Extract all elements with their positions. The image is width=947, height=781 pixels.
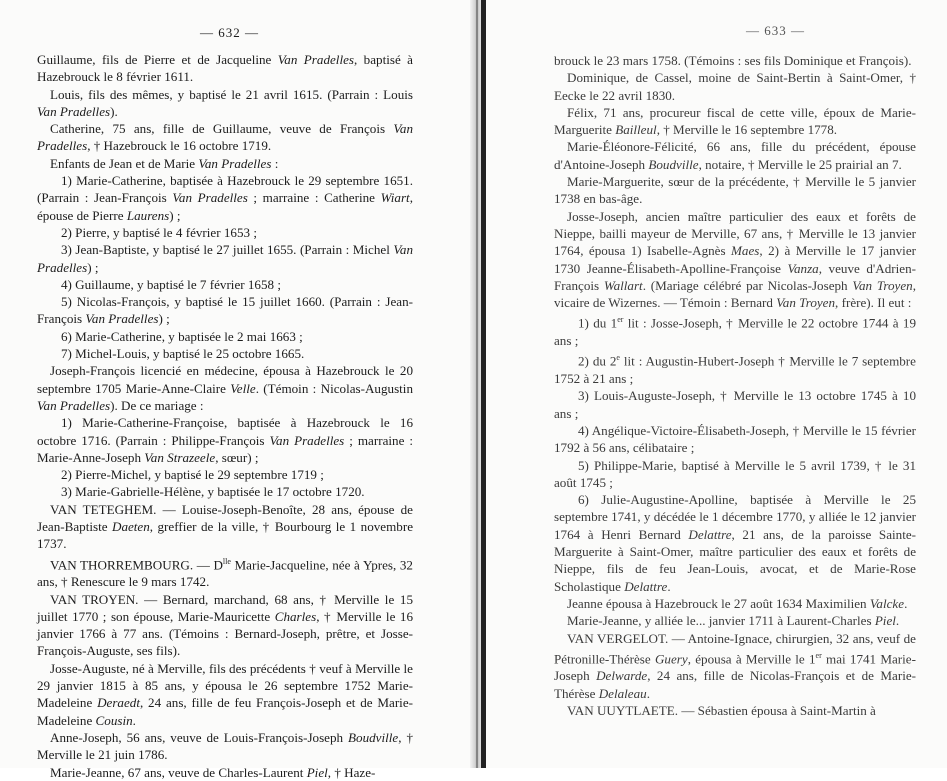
paragraph [37, 483, 413, 500]
text-segment: , épouse de Pierre [37, 190, 413, 223]
paragraph [37, 591, 413, 660]
paragraph [37, 224, 413, 241]
text-segment: . [132, 712, 136, 728]
paragraph [554, 69, 916, 104]
text-segment: Anne-Joseph, 56 ans, veuve de Louis-François-Joseph [50, 729, 349, 745]
surname-italic: Wallart [603, 277, 643, 293]
text-segment: 3) Jean-Baptiste, y baptisé le 27 juillet 1655. (Parrain : Michel [61, 242, 394, 258]
paragraph [37, 293, 413, 328]
text-segment: Guillaume, fils de Pierre et de Jacqueline [37, 52, 278, 67]
text-segment: Félix, 71 ans, procureur fiscal de cette ville, époux de Marie-Marguerite [554, 104, 916, 138]
text-segment: Marie-Marguerite, sœur de la précédente, † Merville le 5 janvier 1738 en bas-âge. [554, 174, 916, 207]
surname-italic: Piel [306, 764, 328, 780]
text-segment: Louis, fils des mêmes, y baptisé le 21 avril 1615. (Parrain : Louis [50, 86, 413, 102]
text-segment: 3) Marie-Gabrielle-Hélène, y baptisée le 17 octobre 1720. [61, 484, 365, 500]
surname-italic: Van Troyen [852, 277, 913, 293]
surname-italic: Guery [654, 651, 688, 667]
text-segment: VAN TROYEN. — Bernard, marchand, 68 ans, † Merville le 15 juillet 1770 ; son épouse, Marie-Mauricette [37, 591, 413, 624]
surname-italic: Van Pradelles [198, 155, 272, 171]
text-segment: , † Merville le 21 juin 1786. [37, 729, 413, 763]
surname-italic: Van Pradelles [85, 311, 159, 327]
surname-italic: Van Strazeele [144, 449, 216, 465]
surname-italic: Vanza [787, 260, 819, 276]
text-segment: ). [110, 103, 118, 119]
surname-italic: Laurens [126, 207, 170, 223]
paragraph [37, 553, 413, 591]
text-segment: Dominique, de Cassel, moine de Saint-Bertin à Saint-Omer, † Eecke le 22 avril 1830. [554, 70, 916, 103]
text-segment: VAN UUYTLAETE. — Sébastien épousa à Saint-Martin à [567, 703, 876, 719]
text-segment: 2) Pierre-Michel, y baptisé le 29 septembre 1719 ; [61, 467, 324, 483]
paragraph [554, 208, 916, 312]
text-segment: 4) Guillaume, y baptisé le 7 février 1658 ; [61, 276, 281, 292]
text-segment: Josse-Joseph, ancien maître particulier des eaux et forêts de Nieppe, bailli mayeur de Merville, 67 ans, † Merville le 13 janvier 1764, épousa 1) Isabelle-Agnès [554, 208, 916, 259]
surname-italic: Velle [230, 380, 256, 396]
text-segment: 1) Marie-Catherine-Françoise, baptisée à Hazebrouck le 16 octobre 1716. (Parrain : Philippe-François [37, 415, 413, 448]
text-segment: . [646, 685, 650, 701]
text-segment: lit : Augustin-Hubert-Joseph † Merville le 7 septembre 1752 à 21 ans ; [554, 353, 916, 387]
text-segment: Enfants de Jean et de Marie [50, 155, 199, 171]
paragraph [37, 414, 413, 466]
paragraph [37, 155, 413, 172]
text-segment: Catherine, 75 ans, fille de Guillaume, veuve de François [50, 121, 394, 137]
text-segment: , vicaire de Wizernes. — Témoin : Bernard [554, 277, 916, 311]
text-segment: 2) du 2 [578, 353, 617, 369]
text-segment: , 2) à Merville le 17 janvier 1730 Jeanne-Élisabeth-Apolline-Françoise [554, 243, 916, 276]
surname-italic: Van Pradelles [37, 242, 413, 275]
text-segment: VAN TETEGHEM. — Louise-Joseph-Benoîte, 28 ans, épouse de Jean-Baptiste [37, 501, 413, 535]
right-page-text [554, 52, 916, 719]
paragraph [37, 729, 413, 764]
text-segment: . [895, 613, 900, 629]
paragraph [37, 764, 413, 781]
paragraph [37, 51, 413, 86]
text-segment: 3) Louis-Auguste-Joseph, † Merville le 13 octobre 1745 à 10 ans ; [554, 388, 916, 421]
text-segment: , 24 ans, fille de feu François-Joseph et de Marie-Madeleine [37, 695, 413, 728]
text-segment: brouck le 23 mars 1758. (Témoins : ses fils Dominique et François). [554, 53, 912, 68]
paragraph [37, 501, 413, 553]
text-segment: , baptisé à Hazebrouck le 8 février 1611. [37, 52, 413, 85]
text-segment: . [667, 578, 671, 594]
text-segment: er [815, 650, 822, 660]
text-segment: Marie-Éléonore-Félicité, 66 ans, fille du précédent, épouse d'Antoine-Joseph [554, 139, 916, 172]
paragraph [554, 595, 916, 612]
text-segment: , 24 ans, fille de Nicolas-François et de Marie-Thérèse [554, 668, 917, 701]
text-segment: er [617, 315, 624, 325]
paragraph [554, 173, 916, 208]
surname-italic: Boudville [648, 156, 699, 172]
text-segment: , notaire, † Merville le 25 prairial an 7. [698, 156, 902, 172]
paragraph [37, 172, 413, 224]
surname-italic: Charles [274, 608, 317, 624]
paragraph [37, 120, 413, 155]
paragraph [554, 612, 916, 629]
text-segment: , 21 ans, de la paroisse Sainte-Marguerite à Saint-Omer, maître particulier des eaux et forêts de Nieppe, fils de feu Jean-Louis, avocat, et de Marie-Rose Scholastique [554, 526, 917, 594]
text-segment: Marie-Jeanne, 67 ans, veuve de Charles-Laurent [50, 764, 307, 780]
surname-italic: Piel [874, 613, 896, 629]
paragraph [554, 349, 916, 387]
paragraph [554, 104, 916, 139]
paragraph [37, 466, 413, 483]
left-page [0, 0, 470, 780]
paragraph [554, 491, 916, 595]
surname-italic: Van Troyen [776, 295, 836, 311]
paragraph [37, 345, 413, 362]
text-segment: , sœur) ; [215, 449, 259, 465]
text-segment: 2) Pierre, y baptisé le 4 février 1653 ; [61, 224, 257, 240]
text-segment: ). De ce mariage : [110, 397, 204, 413]
right-page-number: — 633 — [746, 23, 805, 38]
paragraph [554, 422, 916, 457]
text-segment: Joseph-François licencié en médecine, épousa à Hazebrouck le 20 septembre 1705 Marie-Anne-Claire [37, 363, 413, 396]
paragraph [554, 457, 916, 492]
text-segment: lit : Josse-Joseph, † Merville le 22 octobre 1744 à 19 ans ; [554, 315, 916, 349]
surname-italic: Valcke [869, 595, 905, 611]
surname-italic: Cousin [95, 712, 133, 728]
text-segment: 7) Michel-Louis, y baptisé le 25 octobre 1665. [61, 346, 305, 362]
surname-italic: Van Pradelles [172, 190, 248, 206]
text-segment: Josse-Auguste, né à Merville, fils des précédents † veuf à Merville le 29 janvier 1815 à 85 ans, y épousa le 26 septembre 1752 Marie-Madeleine [37, 660, 413, 711]
text-segment: lle [222, 556, 231, 566]
text-segment: 6) Marie-Catherine, y baptisée le 2 mai 1663 ; [61, 328, 303, 344]
text-segment: e [616, 353, 620, 363]
surname-italic: Maes [731, 243, 760, 259]
text-segment: , † Merville le 16 janvier 1766 à 77 ans. (Témoins : Bernard-Joseph, prêtre, et Josse-François-Auguste, ses fils). [37, 608, 414, 659]
text-segment: 6) Julie-Augustine-Apolline, baptisée à Merville le 25 septembre 1741, y décédée le 1 décembre 1770, y alliée le 12 janvier 1764 à Henri Bernard [554, 492, 916, 542]
surname-italic: Van Pradelles [37, 121, 413, 154]
text-segment: Jeanne épousa à Hazebrouck le 27 août 1634 Maximilien [567, 595, 870, 611]
surname-italic: Deraedt [97, 695, 140, 711]
surname-italic: Delwarde [596, 668, 648, 684]
left-page-number: — 632 — [200, 25, 259, 40]
paragraph [37, 660, 413, 729]
text-segment: , veuve d'Adrien-François [554, 260, 916, 293]
paragraph [37, 328, 413, 345]
left-page-text [37, 51, 413, 781]
text-segment: 5) Philippe-Marie, baptisé à Merville le 5 avril 1739, † le 31 août 1745 ; [554, 457, 916, 490]
text-segment: . (Témoin : Nicolas-Augustin [255, 380, 413, 396]
paragraph [37, 86, 413, 121]
text-segment: , épousa à Merville le 1 [687, 651, 816, 667]
paragraph [554, 138, 916, 173]
surname-italic: Delattre [624, 578, 668, 594]
text-segment: , † Merville le 16 septembre 1778. [656, 122, 838, 138]
text-segment: VAN THORREMBOURG. — D [50, 556, 223, 572]
surname-italic: Daeten [111, 519, 150, 535]
text-segment: , frère). Il eut : [835, 295, 912, 311]
text-segment: ) ; [87, 259, 99, 275]
text-segment: . (Mariage célébré par Nicolas-Joseph [642, 277, 853, 293]
paragraph [37, 241, 413, 276]
paragraph [554, 630, 916, 703]
text-segment: ; marraine : Marie-Anne-Joseph [37, 432, 413, 465]
text-segment: mai 1741 Marie-Joseph [554, 651, 916, 684]
text-segment: , † Hazebrouck le 16 octobre 1719. [87, 138, 272, 154]
text-segment: 1) du 1 [578, 315, 618, 331]
paragraph [37, 276, 413, 293]
text-segment: VAN VERGELOT. — Antoine-Ignace, chirurgien, 32 ans, veuf de Pétronille-Thérèse [554, 630, 916, 667]
paragraph [554, 311, 916, 349]
text-segment: Marie-Jacqueline, née à Ypres, 32 ans, † Renescure le 9 mars 1742. [37, 556, 413, 590]
text-segment: . [904, 595, 908, 611]
paragraph [37, 362, 413, 414]
text-segment: 5) Nicolas-François, y baptisé le 15 juillet 1660. (Parrain : Jean-François [37, 294, 413, 327]
surname-italic: Van Pradelles [37, 397, 111, 413]
text-segment: ; marraine : Catherine [247, 190, 381, 206]
paragraph [554, 387, 916, 422]
surname-italic: Delattre [688, 526, 732, 542]
text-segment: , † Haze- [327, 764, 376, 780]
text-segment: 4) Angélique-Victoire-Élisabeth-Joseph, † Merville le 15 février 1792 à 56 ans, célibataire ; [554, 422, 916, 456]
surname-italic: Bailleul [615, 122, 657, 138]
surname-italic: Van Pradelles [269, 432, 345, 448]
surname-italic: Delaleau [598, 685, 647, 701]
surname-italic: Boudville [348, 729, 399, 745]
surname-italic: Van Pradelles [37, 103, 111, 119]
surname-italic: Van Pradelles [277, 52, 354, 67]
paragraph [554, 52, 916, 69]
right-page [484, 0, 947, 768]
text-segment: ) ; [169, 207, 181, 223]
text-segment: , greffier de la ville, † Bourbourg le 1 novembre 1737. [37, 519, 413, 552]
surname-italic: Wiart [380, 190, 410, 206]
text-segment: : [271, 155, 279, 171]
paragraph [554, 702, 916, 719]
text-segment: Marie-Jeanne, y alliée le... janvier 1711 à Laurent-Charles [567, 613, 875, 629]
text-segment: 1) Marie-Catherine, baptisée à Hazebrouck le 29 septembre 1651. (Parrain : Jean-François [37, 173, 413, 206]
text-segment: ) ; [158, 311, 170, 327]
